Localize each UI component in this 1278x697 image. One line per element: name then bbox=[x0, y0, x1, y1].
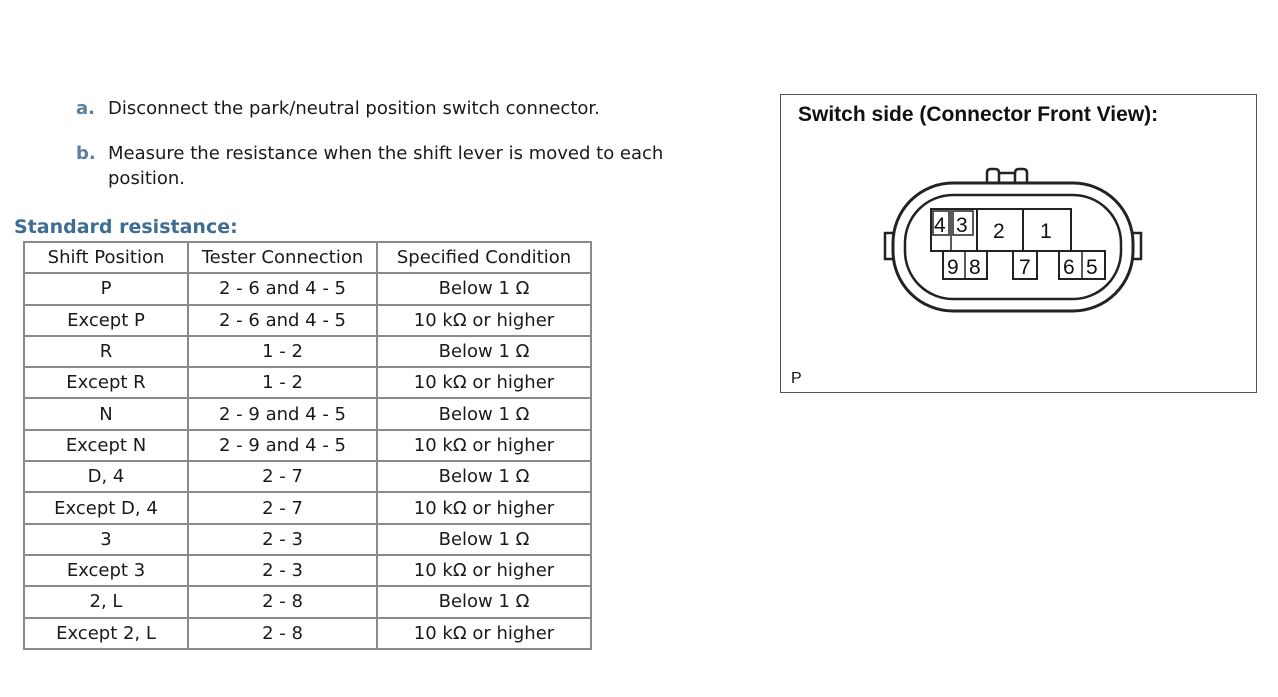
cell-tester-connection: 2 - 3 bbox=[188, 524, 377, 555]
cell-specified-condition: Below 1 Ω bbox=[377, 586, 591, 617]
cell-specified-condition: Below 1 Ω bbox=[377, 524, 591, 555]
cell-tester-connection: 1 - 2 bbox=[188, 367, 377, 398]
cell-specified-condition: Below 1 Ω bbox=[377, 273, 591, 304]
table-header-row bbox=[24, 242, 591, 273]
cell-shift-position: 3 bbox=[24, 524, 188, 555]
cell-specified-condition: 10 kΩ or higher bbox=[377, 618, 591, 649]
figure-code: P bbox=[791, 370, 802, 387]
step-b bbox=[76, 141, 716, 191]
step-a bbox=[76, 96, 716, 121]
standard-resistance-heading: Standard resistance: bbox=[14, 216, 238, 238]
header-shift-position: Shift Position bbox=[24, 242, 188, 273]
figure-title: Switch side (Connector Front View): bbox=[798, 103, 1159, 126]
pin-label-9: 9 bbox=[947, 256, 959, 279]
header-tester-connection: Tester Connection bbox=[188, 242, 377, 273]
cell-shift-position: N bbox=[24, 398, 188, 429]
cell-shift-position: Except 2, L bbox=[24, 618, 188, 649]
pin-label-2: 2 bbox=[993, 220, 1005, 243]
cell-shift-position: P bbox=[24, 273, 188, 304]
pin-label-3: 3 bbox=[956, 214, 968, 237]
table-row bbox=[24, 367, 591, 398]
cell-specified-condition: Below 1 Ω bbox=[377, 461, 591, 492]
cell-tester-connection: 2 - 9 and 4 - 5 bbox=[188, 430, 377, 461]
cell-specified-condition: 10 kΩ or higher bbox=[377, 555, 591, 586]
table-row bbox=[24, 618, 591, 649]
cell-shift-position: Except N bbox=[24, 430, 188, 461]
connector-front-view-diagram bbox=[879, 163, 1149, 313]
pin-label-4: 4 bbox=[934, 214, 946, 237]
cell-tester-connection: 2 - 7 bbox=[188, 461, 377, 492]
table-row bbox=[24, 336, 591, 367]
step-text: Measure the resistance when the shift lever is moved to each position. bbox=[108, 143, 664, 189]
cell-specified-condition: Below 1 Ω bbox=[377, 398, 591, 429]
cell-shift-position: Except R bbox=[24, 367, 188, 398]
resistance-table bbox=[23, 241, 592, 650]
cell-shift-position: Except D, 4 bbox=[24, 492, 188, 523]
cell-tester-connection: 2 - 6 and 4 - 5 bbox=[188, 305, 377, 336]
pin-label-8: 8 bbox=[969, 256, 981, 279]
cell-tester-connection: 1 - 2 bbox=[188, 336, 377, 367]
table-row bbox=[24, 492, 591, 523]
cell-tester-connection: 2 - 7 bbox=[188, 492, 377, 523]
cell-tester-connection: 2 - 9 and 4 - 5 bbox=[188, 398, 377, 429]
cell-specified-condition: 10 kΩ or higher bbox=[377, 367, 591, 398]
cell-tester-connection: 2 - 8 bbox=[188, 618, 377, 649]
cell-specified-condition: Below 1 Ω bbox=[377, 336, 591, 367]
table-row bbox=[24, 305, 591, 336]
cell-specified-condition: 10 kΩ or higher bbox=[377, 430, 591, 461]
cell-shift-position: R bbox=[24, 336, 188, 367]
cell-tester-connection: 2 - 8 bbox=[188, 586, 377, 617]
step-text: Disconnect the park/neutral position switch connector. bbox=[108, 98, 600, 119]
table-row bbox=[24, 398, 591, 429]
cell-specified-condition: 10 kΩ or higher bbox=[377, 305, 591, 336]
cell-shift-position: Except P bbox=[24, 305, 188, 336]
pin-label-7: 7 bbox=[1019, 256, 1031, 279]
step-letter: b. bbox=[76, 143, 96, 164]
step-letter: a. bbox=[76, 98, 95, 119]
header-specified-condition: Specified Condition bbox=[377, 242, 591, 273]
instruction-steps bbox=[76, 96, 716, 211]
pin-label-6: 6 bbox=[1063, 256, 1075, 279]
table-row bbox=[24, 461, 591, 492]
pin-label-5: 5 bbox=[1086, 256, 1098, 279]
table-row bbox=[24, 524, 591, 555]
pin-label-1: 1 bbox=[1040, 220, 1052, 243]
cell-tester-connection: 2 - 3 bbox=[188, 555, 377, 586]
cell-shift-position: Except 3 bbox=[24, 555, 188, 586]
table-row bbox=[24, 273, 591, 304]
cell-tester-connection: 2 - 6 and 4 - 5 bbox=[188, 273, 377, 304]
cell-shift-position: D, 4 bbox=[24, 461, 188, 492]
connector-figure bbox=[780, 94, 1257, 393]
table-row bbox=[24, 430, 591, 461]
table-row bbox=[24, 555, 591, 586]
cell-specified-condition: 10 kΩ or higher bbox=[377, 492, 591, 523]
table-row bbox=[24, 586, 591, 617]
cell-shift-position: 2, L bbox=[24, 586, 188, 617]
